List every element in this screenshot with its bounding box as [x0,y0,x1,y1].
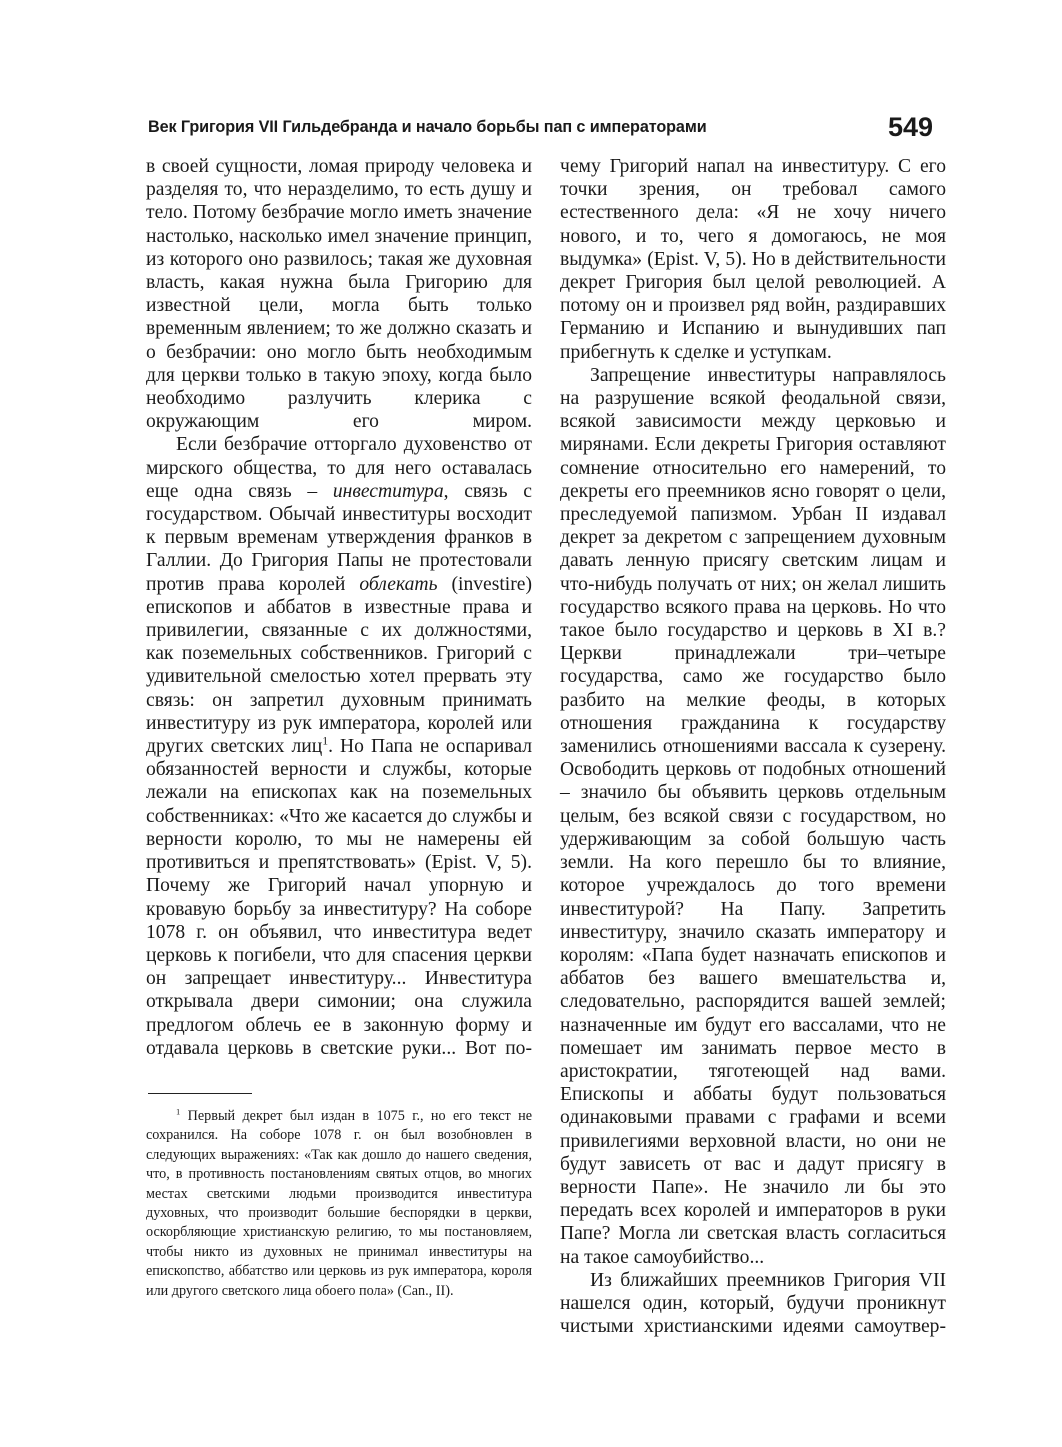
footnote-reference: 1 [322,734,329,748]
paragraph: в своей сущности, ломая природу человека и разделяя то, что неразделимо, то есть душу и тело. Потому безбрачие могло иметь значение настолько, насколько имел значение принцип, из которого оно развилось; такая же духовная власть, какая нужна была Григорию для известной цели, могла быть только временным явлением; то же должно сказать и о безбрачии: оно могло быть необходимым для церкви только в такую эпоху, когда было необходимо разлучить клерика с окружающим его миром. [146,156,532,433]
text-run: , связь с государством. Обычай инвеституры восходит к первым временам утверждения франков в Галлии. До Григория Папы не протестовали против права королей [146,480,532,595]
right-column [560,155,946,1338]
left-column [146,155,532,1060]
italic-term: инвеститура [332,480,444,502]
running-title: Век Григория VII Гильдебранда и начало борьбы пап с императорами [148,118,707,136]
text-run: . Но Папа не оспаривал обязанностей верности и службы, которые лежали на епископах как на поземельных собственниках: «Что же касается до службы и верности королю, то мы не намерены ей противиться и препятствовать» (Epist. V, 5). Почему же Григорий начал упорную и кровавую борьбу за инвеституру? На соборе 1078 г. он объявил, что инвеститура ведет церковь к погибели, что для спасения церкви он запрещает инвеституру... Инвеститура открывала двери симонии; она служила предлогом облечь ее в законную форму и отдавала церковь в светские руки... Вот по- [146,736,532,1059]
italic-term: облекать [359,573,438,595]
text-run: Если безбрачие отторгало духовенство от мирского общества, то для него оставалась еще одна связь – [146,434,532,502]
footnote-text: Первый декрет был издан в 1075 г., но его текст не сохранился. На соборе 1078 г. он был возобновлен в следующих выражениях: «Так как дошло до нашего сведения, что, в противность постановлениям святых отцов, во многих местах светскими людьми производится инвеститура духовных, что производит большие беспорядки в церкви, оскорбляющие христианскую религию, то мы постановляем, чтобы никто из духовных не принимал инвеституры на епископство, аббатство или церковь из рук императора, короля или другого светского лица обоего пола» (Can., II). [146,1108,532,1299]
text-run: (investire) епископов и аббатов в известные права и привилегии, связанные с их должностями, как поземельных собственников. Григорий с удивительной смелостью хотел прервать эту связь: он запретил духовным принимать инвеституру из рук императора, королей или других светских лиц [146,573,533,758]
page-number: 549 [888,112,934,142]
paragraph: чему Григорий напал на инвеституру. С его точки зрения, он требовал самого естественного дела: «Я не хочу ничего нового, и то, чего я домогаюсь, не моя выдумка» (Epist. V, 5). Но в действительности декрет Григория был целой революцией. А потому он и произвел ряд войн, раздиравших Германию и Испанию и вынудивших пап прибегнуть к сделке и уступкам. [560,156,946,363]
paragraph: Из ближайших преемников Григория VII нашелся один, который, будучи проникнут чистыми христианскими идеями самоутвер- [560,1269,946,1338]
paragraph [146,433,532,1059]
footnote [146,1107,532,1301]
footnote-marker: 1 [176,1106,181,1117]
footnote-divider [148,1093,252,1094]
paragraph: Запрещение инвеституры направлялось на разрушение всякой феодальной связи, всякой зависимости между церковью и мирянами. Если декреты Григория оставляют сомнение относительно его намерений, то декреты его преемников ясно говорят о цели, преследуемой папизмом. Урбан II издавал декрет за декретом с запрещением духовным давать ленную присягу светским лицам и что-нибудь получать от них; он желал лишить государство всякого права на церковь. Но что такое было государство и церковь в XI в.? Церкви принадлежали три–четыре государства, само же государство было разбито на мелкие феоды, в которых отношения гражданина к государству заменились отношениями вассала к сузерену. Освободить церковь от подобных отношений – значило бы объявить церковь отдельным целым, без всякой связи с государством, но удерживающим за собой большую часть земли. На кого перешло бы то влияние, которое учреждалось до того времени инвеститурой? На Папу. Запретить инвеституру, значило сказать императору и королям: «Папа будет назначать епископов и аббатов без вашего вмешательства и, следовательно, распорядится вашей землей; назначенные им будут его вассалами, что не помешает им занимать первое место в аристократии, тяготеющей над вами. Епископы и аббаты будут пользоваться одинаковыми правами с графами и всеми привилегиями верховной власти, но они не будут зависеть от вас и дадут присягу в верности Папе». Не значило ли бы это передать всех королей и императоров в руки Папе? Могла ли светская власть согласиться на такое самоубийство... [560,364,946,1268]
